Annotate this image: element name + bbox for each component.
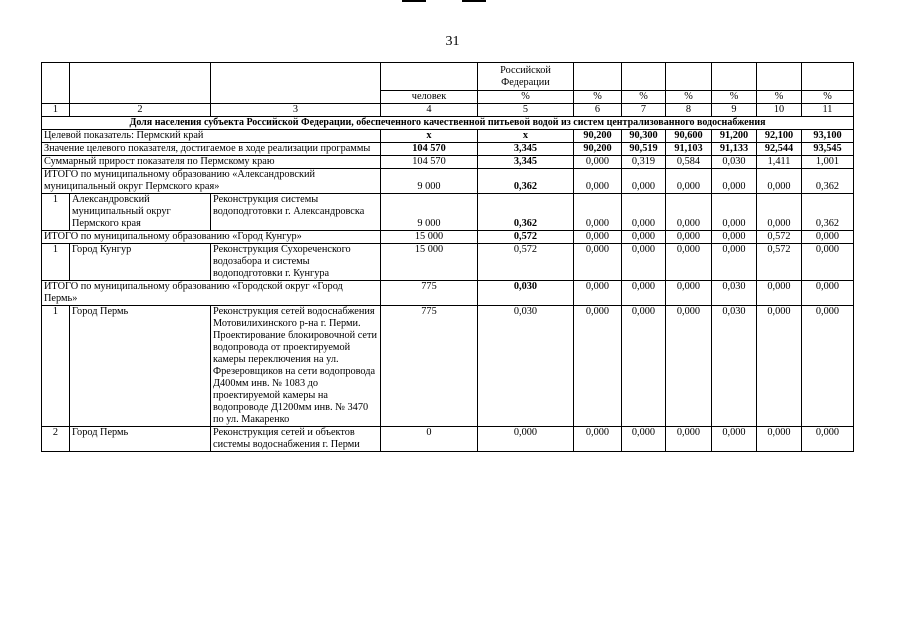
value-cell: 0,319 [622,156,666,169]
header-cell [42,63,70,104]
value-cell: 0,000 [574,306,622,427]
value-cell: 0,362 [478,194,574,231]
header-cell [574,63,622,91]
value-cell: 1,001 [802,156,854,169]
unit-label: % [712,91,757,104]
value-cell: 0,572 [478,244,574,281]
value-cell: 0,572 [757,231,802,244]
value-cell: 0,362 [802,169,854,194]
value-cell: 0 [381,427,478,452]
project-row [42,427,854,452]
value-cell: 0,000 [757,281,802,306]
value-cell: 0,362 [802,194,854,231]
value-cell: 0,000 [802,281,854,306]
section-title-row [42,117,854,130]
header-cell [70,63,211,104]
value-cell: 0,000 [666,427,712,452]
value-cell: 0,000 [757,194,802,231]
value-cell: 0,000 [757,427,802,452]
total-row-kungur [42,231,854,244]
column-number: 3 [211,104,381,117]
region-label: Российской Федерации [478,63,574,91]
value-cell: 0,030 [712,306,757,427]
value-cell: 0,000 [757,306,802,427]
value-cell: 0,572 [757,244,802,281]
value-cell: 0,000 [478,427,574,452]
column-number-row [42,104,854,117]
value-cell: 0,000 [666,194,712,231]
header-cell [757,63,802,91]
municipality-name: Город Кунгур [70,244,211,281]
value-cell: 0,000 [666,169,712,194]
value-cell: 0,000 [574,244,622,281]
value-cell: 104 570 [381,156,478,169]
value-cell: 92,100 [757,130,802,143]
value-cell: 0,000 [802,244,854,281]
value-cell: 0,000 [802,231,854,244]
municipality-name: Город Пермь [70,306,211,427]
value-cell: 0,000 [802,306,854,427]
value-cell: 0,000 [622,194,666,231]
value-cell: 0,362 [478,169,574,194]
value-cell: 0,000 [574,281,622,306]
value-cell: 0,000 [666,281,712,306]
row-label: ИТОГО по муниципальному образованию «Город Кунгур» [42,231,381,244]
header-cell [381,63,478,91]
increase-row [42,156,854,169]
value-cell: 3,345 [478,143,574,156]
column-number: 1 [42,104,70,117]
value-cell: 15 000 [381,244,478,281]
project-row [42,244,854,281]
value-cell: 90,519 [622,143,666,156]
section-title: Доля населения субъекта Российской Федерации, обеспеченного качественной питьевой водой из систем централизованного водоснабжения [42,117,854,130]
value-cell: 3,345 [478,156,574,169]
row-number: 2 [42,427,70,452]
header-row-region [42,63,854,91]
project-name: Реконструкция системы водоподготовки г. Александровска [211,194,381,231]
value-cell: 0,000 [574,231,622,244]
value-cell: 0,000 [574,156,622,169]
value-cell: 93,545 [802,143,854,156]
value-cell: 0,030 [712,281,757,306]
row-label: ИТОГО по муниципальному образованию «Александровский муниципальный округ Пермского края» [42,169,381,194]
project-row [42,194,854,231]
row-label: Значение целевого показателя, достигаемое в ходе реализации программы [42,143,381,156]
value-cell: 90,300 [622,130,666,143]
unit-label: % [802,91,854,104]
column-number: 9 [712,104,757,117]
value-cell: 0,000 [574,169,622,194]
unit-label: % [574,91,622,104]
target-row [42,130,854,143]
value-cell: 90,600 [666,130,712,143]
row-label: Целевой показатель: Пермский край [42,130,381,143]
value-cell: 0,030 [478,281,574,306]
municipality-name: Город Пермь [70,427,211,452]
header-cell [622,63,666,91]
value-cell: 0,000 [802,427,854,452]
column-number: 2 [70,104,211,117]
unit-label: человек [381,91,478,104]
value-cell: 0,030 [712,156,757,169]
value-cell: 0,000 [712,244,757,281]
value-cell: 0,030 [478,306,574,427]
header-cell [211,63,381,104]
unit-label: % [622,91,666,104]
value-cell: 9 000 [381,169,478,194]
achieved-row [42,143,854,156]
row-label: Суммарный прирост показателя по Пермскому краю [42,156,381,169]
value-cell: 91,200 [712,130,757,143]
value-cell: 90,200 [574,130,622,143]
value-cell: 0,000 [712,194,757,231]
value-cell: 93,100 [802,130,854,143]
row-number: 1 [42,244,70,281]
header-cell [712,63,757,91]
header-cell [802,63,854,91]
value-cell: 91,133 [712,143,757,156]
page-number: 31 [445,34,460,49]
value-cell: 91,103 [666,143,712,156]
column-number: 4 [381,104,478,117]
row-label: ИТОГО по муниципальному образованию «Городской округ «Город Пермь» [42,281,381,306]
value-cell: 0,000 [712,231,757,244]
top-edge-mark-left [402,0,426,2]
value-cell: 0,000 [574,194,622,231]
value-cell: 15 000 [381,231,478,244]
value-cell: 0,000 [622,306,666,427]
value-cell: 0,000 [574,427,622,452]
header-cell [666,63,712,91]
unit-label: % [757,91,802,104]
value-cell: 92,544 [757,143,802,156]
value-cell: 0,584 [666,156,712,169]
column-number: 11 [802,104,854,117]
value-cell: 0,000 [622,427,666,452]
top-edge-mark-right [462,0,486,2]
total-row-aleksandrovsk [42,169,854,194]
row-number: 1 [42,194,70,231]
indicator-table [41,62,854,452]
project-name: Реконструкция сетей водоснабжения Мотовилихинского р-на г. Перми. Проектирование блокировочной сети водопровода от проектируемой камеры переключения на ул. Фрезеровщиков на сети водопровода Д400мм инв. № 1083 до проектируемой камеры на водопроводе Д1200мм инв. № 3470 по ул. Макаренко [211,306,381,427]
column-number: 10 [757,104,802,117]
column-number: 8 [666,104,712,117]
value-cell: 0,000 [622,231,666,244]
value-cell: 0,572 [478,231,574,244]
value-cell: x [478,130,574,143]
value-cell: 0,000 [712,169,757,194]
value-cell: 0,000 [666,306,712,427]
municipality-name: Александровский муниципальный округ Пермского края [70,194,211,231]
value-cell: 0,000 [622,244,666,281]
unit-label: % [666,91,712,104]
project-row [42,306,854,427]
value-cell: 0,000 [666,231,712,244]
value-cell: 0,000 [712,427,757,452]
column-number: 6 [574,104,622,117]
value-cell: x [381,130,478,143]
total-row-perm [42,281,854,306]
value-cell: 0,000 [622,169,666,194]
value-cell: 775 [381,306,478,427]
column-number: 7 [622,104,666,117]
value-cell: 1,411 [757,156,802,169]
value-cell: 9 000 [381,194,478,231]
column-number: 5 [478,104,574,117]
value-cell: 0,000 [622,281,666,306]
value-cell: 0,000 [666,244,712,281]
value-cell: 104 570 [381,143,478,156]
project-name: Реконструкция сетей и объектов системы водоснабжения г. Перми [211,427,381,452]
value-cell: 775 [381,281,478,306]
value-cell: 0,000 [757,169,802,194]
unit-label: % [478,91,574,104]
value-cell: 90,200 [574,143,622,156]
project-name: Реконструкция Сухореченского водозабора и системы водоподготовки г. Кунгура [211,244,381,281]
row-number: 1 [42,306,70,427]
